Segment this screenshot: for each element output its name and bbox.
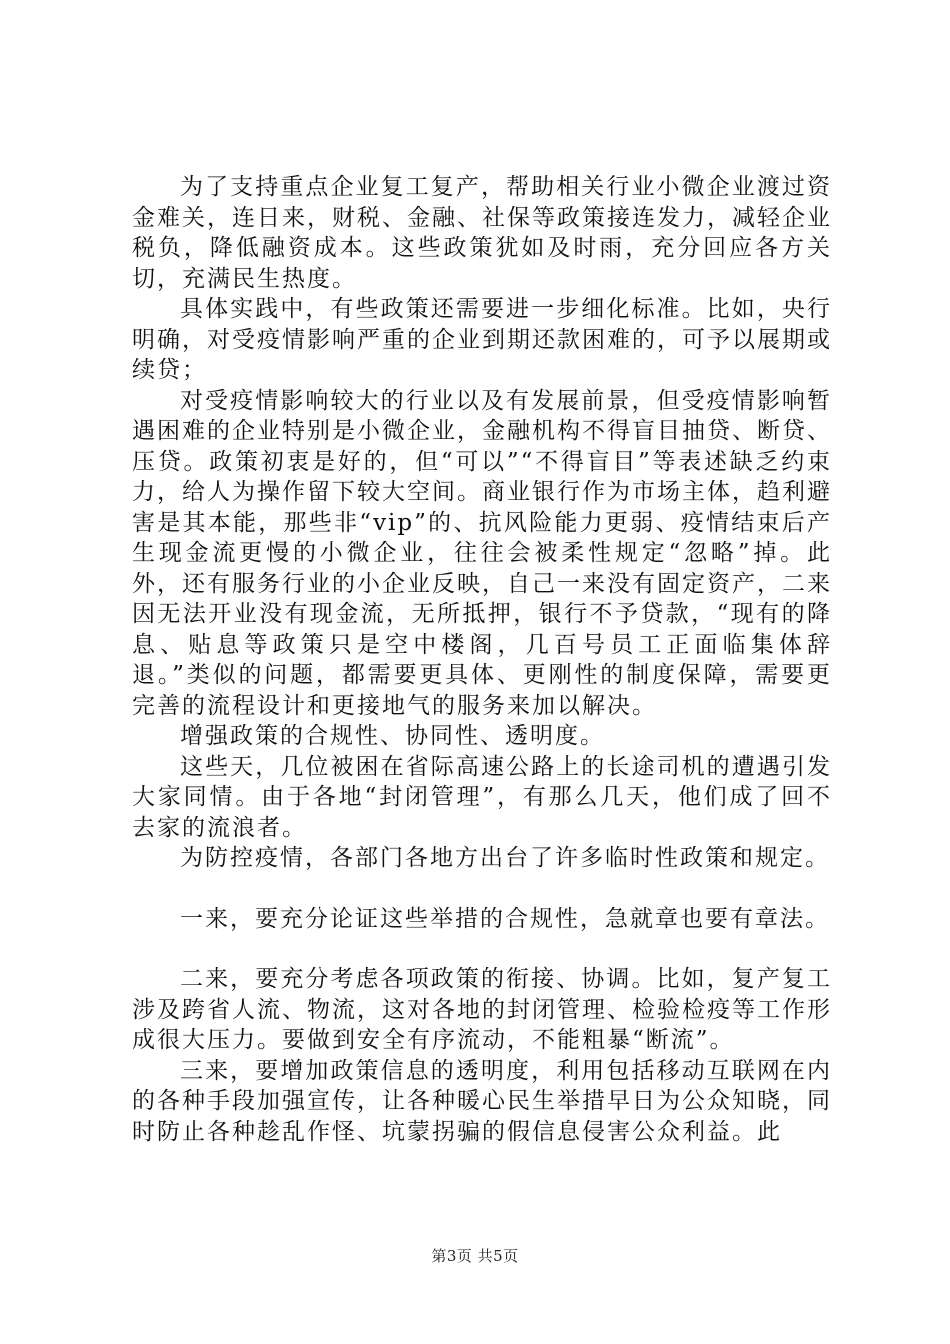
paragraph-4: 增强政策的合规性、协同性、透明度。 <box>180 723 605 749</box>
paragraph-6: 为防控疫情，各部门各地方出台了许多临时性政策和规定。 <box>180 845 830 871</box>
paragraph-8: 二来，要充分考虑各项政策的衔接、协调。比如，复产复工涉及跨省人流、物流，这对各地的封闭管理、检验检疫等工作形成很大压力。要做到安全有序流动，不能粗暴“断流”。 <box>132 966 832 1053</box>
document-body <box>132 172 832 1147</box>
paragraph-9: 三来，要增加政策信息的透明度，利用包括移动互联网在内的各种手段加强宣传，让各种暖心民生举措早日为公众知晓，同时防止各种趁乱作怪、坑蒙拐骗的假信息侵害公众利益。此 <box>132 1057 832 1145</box>
paragraph-7: 一来，要充分论证这些举措的合规性，急就章也要有章法。 <box>180 905 830 932</box>
paragraph-2: 具体实践中，有些政策还需要进一步细化标准。比如，央行明确，对受疫情影响严重的企业到期还款困难的，可予以展期或续贷； <box>132 296 832 383</box>
paragraph-1: 为了支持重点企业复工复产，帮助相关行业小微企业渡过资金难关，连日来，财税、金融、社保等政策接连发力，减轻企业税负，降低融资成本。这些政策犹如及时雨，充分回应各方关切，充满民生热度。 <box>132 174 832 292</box>
paragraph-5: 这些天，几位被困在省际高速公路上的长途司机的遭遇引发大家同情。由于各地“封闭管理”，有那么几天，他们成了回不去家的流浪者。 <box>132 753 832 841</box>
paragraph-3: 对受疫情影响较大的行业以及有发展前景，但受疫情影响暂遇困难的企业特别是小微企业，金融机构不得盲目抽贷、断贷、压贷。政策初衷是好的，但“可以”“不得盲目”等表述缺乏约束力，给人为操作留下较大空间。商业银行作为市场主体，趋利避害是其本能，那些非“vip”的、抗风险能力更弱、疫情结束后产生现金流更慢的小微企业，往往会被柔性规定“忽略”掉。此外，还有服务行业的小企业反映，自己一来没有固定资产，二来因无法开业没有现金流，无所抵押，银行不予贷款，“现有的降息、贴息等政策只是空中楼阁，几百号员工正面临集体辞退。”类似的问题，都需要更具体、更刚性的制度保障，需要更完善的流程设计和更接地气的服务来加以解决。 <box>132 387 832 719</box>
page-footer: 第3页 共5页 <box>431 1247 519 1265</box>
